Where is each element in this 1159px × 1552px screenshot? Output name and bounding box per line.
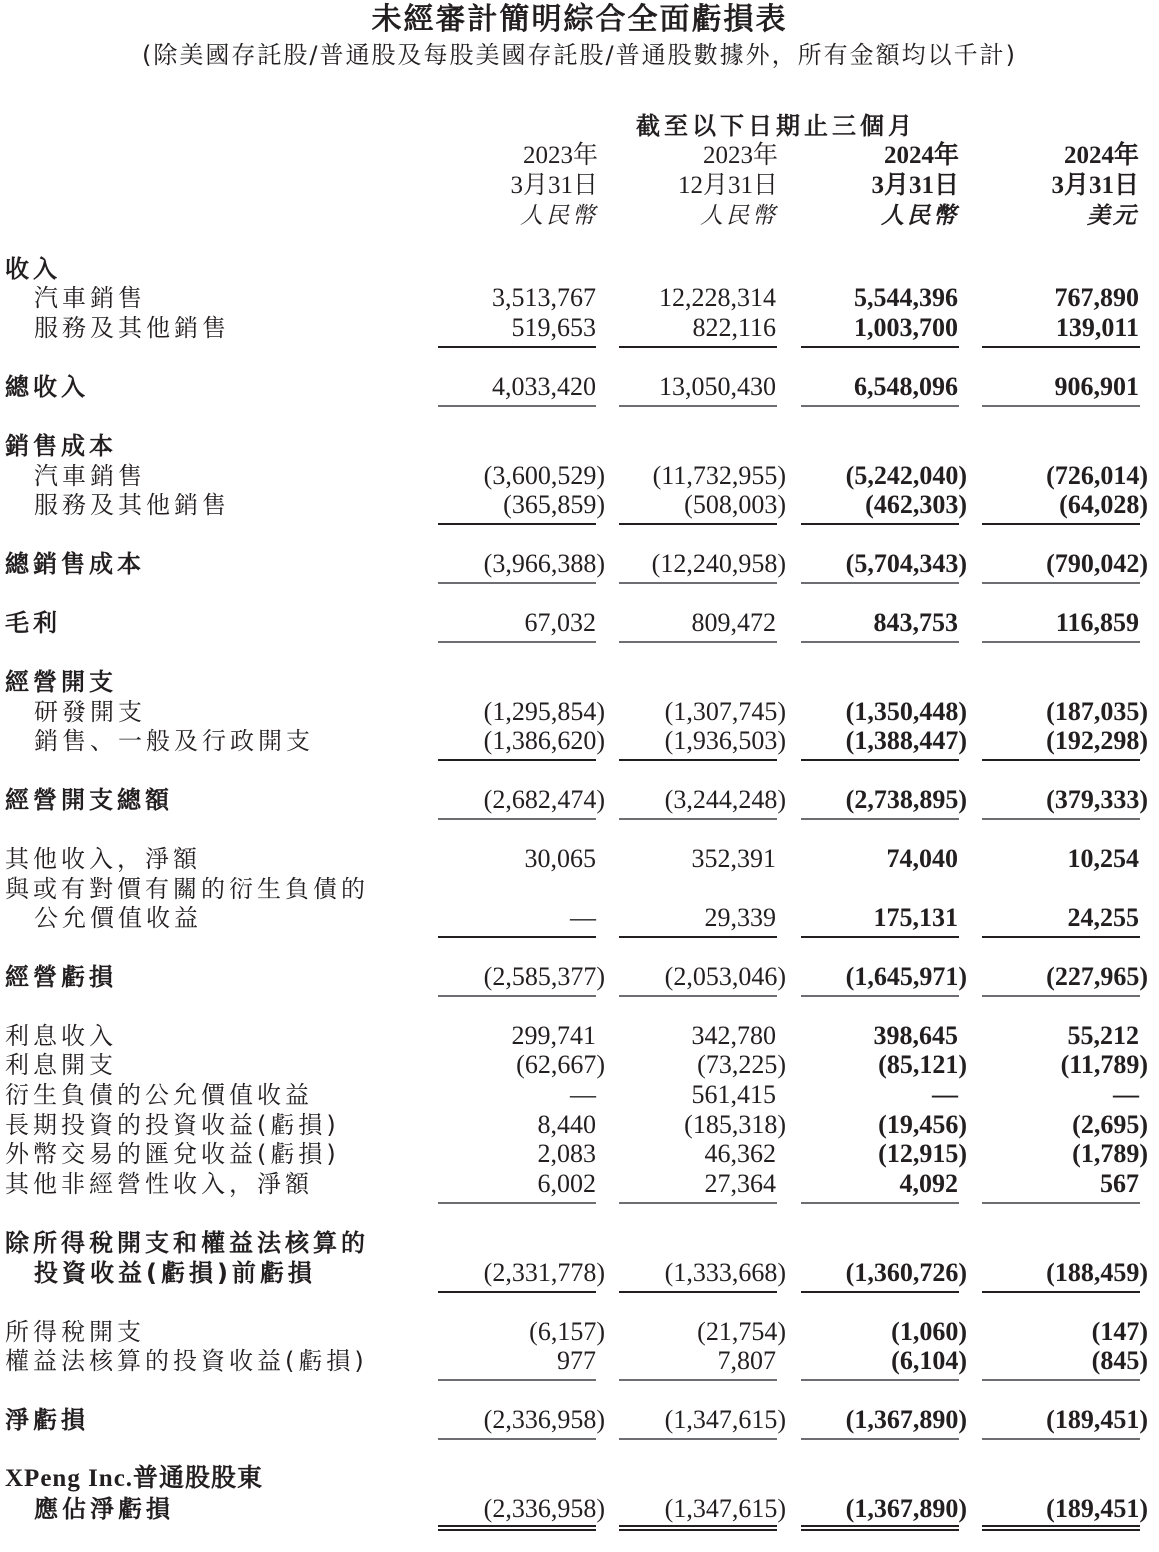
cell: 822,116 <box>692 313 776 342</box>
cell: (21,754) <box>697 1317 786 1346</box>
total-rule <box>438 1438 596 1440</box>
total-rule <box>982 995 1140 997</box>
cell: (12,915) <box>878 1139 967 1168</box>
cell: (2,585,377) <box>483 962 605 991</box>
cell: — <box>1113 1080 1139 1109</box>
cell: (2,053,046) <box>664 962 786 991</box>
row-label-other-income: 其他收入，淨額 <box>5 845 201 873</box>
cell: (185,318) <box>684 1110 786 1139</box>
cell: (1,360,726) <box>845 1258 967 1287</box>
row-label-vehicle-sales: 汽車銷售 <box>34 284 146 312</box>
cell: (1,367,890) <box>845 1494 967 1523</box>
cell: — <box>570 1080 596 1109</box>
subtotal-rule <box>982 936 1140 938</box>
total-rule <box>801 818 959 820</box>
cell: (2,682,474) <box>483 785 605 814</box>
row-label-interest-expense: 利息開支 <box>5 1051 117 1079</box>
cell: (1,388,447) <box>845 726 967 755</box>
cell: 352,391 <box>691 844 776 873</box>
row-label-other-non-operating: 其他非經營性收入，淨額 <box>5 1170 313 1198</box>
row-label-cost-services: 服務及其他銷售 <box>34 491 230 519</box>
cell: (3,966,388) <box>483 549 605 578</box>
cell: (1,386,620) <box>483 726 605 755</box>
column-header-2024-mar-rmb <box>779 141 959 231</box>
row-label-fv-derivative: 衍生負債的公允價值收益 <box>5 1081 313 1109</box>
cell: (2,695) <box>1072 1110 1148 1139</box>
cell: (5,704,343) <box>845 549 967 578</box>
section-revenue: 收入 <box>5 255 61 283</box>
subtotal-rule <box>619 1202 777 1204</box>
cell: (6,157) <box>529 1317 605 1346</box>
row-label-income-tax: 所得稅開支 <box>5 1318 145 1346</box>
row-label-total-revenue: 總收入 <box>5 373 89 401</box>
cell: (790,042) <box>1046 549 1148 578</box>
cell: 1,003,700 <box>854 313 958 342</box>
column-header-2023-dec <box>598 141 778 231</box>
cell: 29,339 <box>704 903 776 932</box>
total-rule <box>619 995 777 997</box>
column-currency: 美元 <box>1087 202 1139 229</box>
cell: (2,738,895) <box>845 785 967 814</box>
total-rule <box>801 1438 959 1440</box>
period-header: 截至以下日期止三個月 <box>636 112 916 140</box>
cell: (189,451) <box>1046 1405 1148 1434</box>
cell: (227,965) <box>1046 962 1148 991</box>
cell: 398,645 <box>873 1021 958 1050</box>
cell: 843,753 <box>873 608 958 637</box>
cell: 30,065 <box>524 844 596 873</box>
cell: 519,653 <box>511 313 596 342</box>
cell: (11,732,955) <box>652 461 786 490</box>
double-underline <box>438 1525 596 1531</box>
subtotal-rule <box>438 1379 596 1381</box>
total-rule <box>801 641 959 643</box>
cell: (1,789) <box>1072 1139 1148 1168</box>
cell: 8,440 <box>537 1110 596 1139</box>
cell: 5,544,396 <box>854 283 958 312</box>
cell: 977 <box>557 1346 596 1375</box>
statement-title: 未經審計簡明綜合全面虧損表 <box>371 2 788 37</box>
subtotal-rule <box>619 759 777 761</box>
total-rule <box>982 1438 1140 1440</box>
total-rule <box>801 405 959 407</box>
row-label-pretax-loss-line2: 投資收益(虧損)前虧損 <box>34 1259 316 1287</box>
subtotal-rule <box>982 1379 1140 1381</box>
total-rule <box>438 582 596 584</box>
cell: 809,472 <box>691 608 776 637</box>
row-label-sga: 銷售、一般及行政開支 <box>34 727 314 755</box>
subtotal-rule <box>438 523 596 525</box>
cell: (508,003) <box>684 490 786 519</box>
cell: 46,362 <box>704 1139 776 1168</box>
cell: (188,459) <box>1046 1258 1148 1287</box>
cell: (6,104) <box>891 1346 967 1375</box>
total-rule <box>438 995 596 997</box>
total-rule <box>801 582 959 584</box>
subtotal-rule <box>438 1291 596 1293</box>
cell: (3,600,529) <box>483 461 605 490</box>
cell: 3,513,767 <box>492 283 596 312</box>
subtotal-rule <box>982 1202 1140 1204</box>
cell: (726,014) <box>1046 461 1148 490</box>
cell: (1,333,668) <box>664 1258 786 1287</box>
cell: (2,336,958) <box>483 1494 605 1523</box>
subtotal-rule <box>619 346 777 348</box>
cell: 139,011 <box>1055 313 1139 342</box>
row-label-fv-contingent-line1: 與或有對價有關的衍生負債的 <box>5 875 369 903</box>
cell: — <box>570 903 596 932</box>
row-label-interest-income: 利息收入 <box>5 1022 117 1050</box>
cell: (62,667) <box>516 1050 605 1079</box>
column-date: 3月31日 <box>871 172 959 199</box>
subtotal-rule <box>801 1202 959 1204</box>
cell: 12,228,314 <box>659 283 776 312</box>
subtotal-rule <box>438 1202 596 1204</box>
cell: (1,936,503) <box>664 726 786 755</box>
cell: 4,092 <box>899 1169 958 1198</box>
total-rule <box>438 405 596 407</box>
cell: (379,333) <box>1046 785 1148 814</box>
cell: (1,347,615) <box>664 1405 786 1434</box>
subtotal-rule <box>982 1291 1140 1293</box>
total-rule <box>619 818 777 820</box>
row-label-services-other: 服務及其他銷售 <box>34 314 230 342</box>
cell: 4,033,420 <box>492 372 596 401</box>
subtotal-rule <box>438 936 596 938</box>
cell: (5,242,040) <box>845 461 967 490</box>
subtotal-rule <box>982 346 1140 348</box>
cell: (1,350,448) <box>845 697 967 726</box>
total-rule <box>982 582 1140 584</box>
subtotal-rule <box>619 1379 777 1381</box>
column-date: 3月31日 <box>510 172 598 199</box>
cell: (11,789) <box>1060 1050 1148 1079</box>
total-rule <box>619 582 777 584</box>
column-currency: 人民幣 <box>881 202 959 229</box>
column-date: 3月31日 <box>1051 172 1139 199</box>
cell: 67,032 <box>524 608 596 637</box>
row-label-total-cost: 總銷售成本 <box>5 550 145 578</box>
total-rule <box>801 995 959 997</box>
cell: (187,035) <box>1046 697 1148 726</box>
cell: 342,780 <box>691 1021 776 1050</box>
column-year: 2023年 <box>522 142 598 169</box>
column-currency: 人民幣 <box>700 203 778 229</box>
column-year: 2024年 <box>1063 142 1139 169</box>
cell: 7,807 <box>717 1346 776 1375</box>
cell: (3,244,248) <box>664 785 786 814</box>
total-rule <box>619 641 777 643</box>
cell: (64,028) <box>1059 490 1148 519</box>
cell: (85,121) <box>878 1050 967 1079</box>
double-underline <box>619 1525 777 1531</box>
column-year: 2024年 <box>883 142 959 169</box>
total-rule <box>619 1438 777 1440</box>
total-rule <box>982 818 1140 820</box>
cell: (1,367,890) <box>845 1405 967 1434</box>
cell: 27,364 <box>704 1169 776 1198</box>
row-label-gross-profit: 毛利 <box>5 609 61 637</box>
cell: (189,451) <box>1046 1494 1148 1523</box>
cell: (845) <box>1091 1346 1148 1375</box>
total-rule <box>982 405 1140 407</box>
row-label-lt-investment: 長期投資的投資收益(虧損) <box>5 1111 340 1139</box>
cell: 74,040 <box>886 844 958 873</box>
subtotal-rule <box>801 936 959 938</box>
row-label-net-loss-attrib-line2: 應佔淨虧損 <box>34 1495 174 1523</box>
cell: (2,331,778) <box>483 1258 605 1287</box>
subtotal-rule <box>619 1291 777 1293</box>
row-label-total-opex: 經營開支總額 <box>5 786 173 814</box>
cell: 175,131 <box>873 903 958 932</box>
double-underline <box>982 1525 1140 1531</box>
cell: 561,415 <box>691 1080 776 1109</box>
cell: (1,060) <box>891 1317 967 1346</box>
cell: 24,255 <box>1067 903 1139 932</box>
cell: (12,240,958) <box>651 549 786 578</box>
cell: (19,456) <box>878 1110 967 1139</box>
column-header-2024-mar-usd <box>959 141 1139 231</box>
cell: (1,295,854) <box>483 697 605 726</box>
cell: 13,050,430 <box>659 372 776 401</box>
double-underline <box>801 1525 959 1531</box>
subtotal-rule <box>438 346 596 348</box>
section-operating-expenses: 經營開支 <box>5 668 117 696</box>
statement-subtitle: (除美國存託股/普通股及每股美國存託股/普通股數據外，所有金額均以千計) <box>142 41 1017 69</box>
row-label-rnd: 研發開支 <box>34 698 146 726</box>
column-header-2023-mar <box>418 141 598 231</box>
section-cost-of-sales: 銷售成本 <box>5 432 117 460</box>
cell: (192,298) <box>1046 726 1148 755</box>
row-label-net-loss: 淨虧損 <box>5 1406 89 1434</box>
row-label-operating-loss: 經營虧損 <box>5 963 117 991</box>
cell: — <box>932 1080 958 1109</box>
row-label-pretax-loss-line1: 除所得稅開支和權益法核算的 <box>5 1229 369 1257</box>
subtotal-rule <box>801 523 959 525</box>
cell: 116,859 <box>1055 608 1139 637</box>
cell: (1,307,745) <box>664 697 786 726</box>
cell: 55,212 <box>1067 1021 1139 1050</box>
cell: 906,901 <box>1054 372 1139 401</box>
column-year: 2023年 <box>702 142 778 169</box>
cell: 767,890 <box>1054 283 1139 312</box>
cell: 6,548,096 <box>854 372 958 401</box>
cell: 299,741 <box>511 1021 596 1050</box>
total-rule <box>982 641 1140 643</box>
subtotal-rule <box>801 759 959 761</box>
subtotal-rule <box>619 523 777 525</box>
row-label-cost-vehicle: 汽車銷售 <box>34 462 146 490</box>
row-label-net-loss-attrib-line1: XPeng Inc.普通股股東 <box>5 1465 264 1492</box>
subtotal-rule <box>619 936 777 938</box>
cell: 6,002 <box>537 1169 596 1198</box>
subtotal-rule <box>801 1291 959 1293</box>
cell: (1,645,971) <box>845 962 967 991</box>
subtotal-rule <box>438 759 596 761</box>
total-rule <box>438 818 596 820</box>
row-label-equity-method: 權益法核算的投資收益(虧損) <box>5 1347 368 1375</box>
cell: 2,083 <box>537 1139 596 1168</box>
row-label-fv-contingent-line2: 公允價值收益 <box>34 904 202 932</box>
cell: (1,347,615) <box>664 1494 786 1523</box>
cell: (462,303) <box>865 490 967 519</box>
row-label-fx: 外幣交易的匯兌收益(虧損) <box>5 1140 340 1168</box>
cell: (73,225) <box>697 1050 786 1079</box>
subtotal-rule <box>801 346 959 348</box>
subtotal-rule <box>801 1379 959 1381</box>
total-rule <box>619 405 777 407</box>
column-currency: 人民幣 <box>520 203 598 229</box>
cell: (365,859) <box>503 490 605 519</box>
cell: (147) <box>1091 1317 1148 1346</box>
cell: (2,336,958) <box>483 1405 605 1434</box>
subtotal-rule <box>982 523 1140 525</box>
total-rule <box>438 641 596 643</box>
cell: 10,254 <box>1067 844 1139 873</box>
cell: 567 <box>1100 1169 1139 1198</box>
column-date: 12月31日 <box>677 172 778 199</box>
subtotal-rule <box>982 759 1140 761</box>
